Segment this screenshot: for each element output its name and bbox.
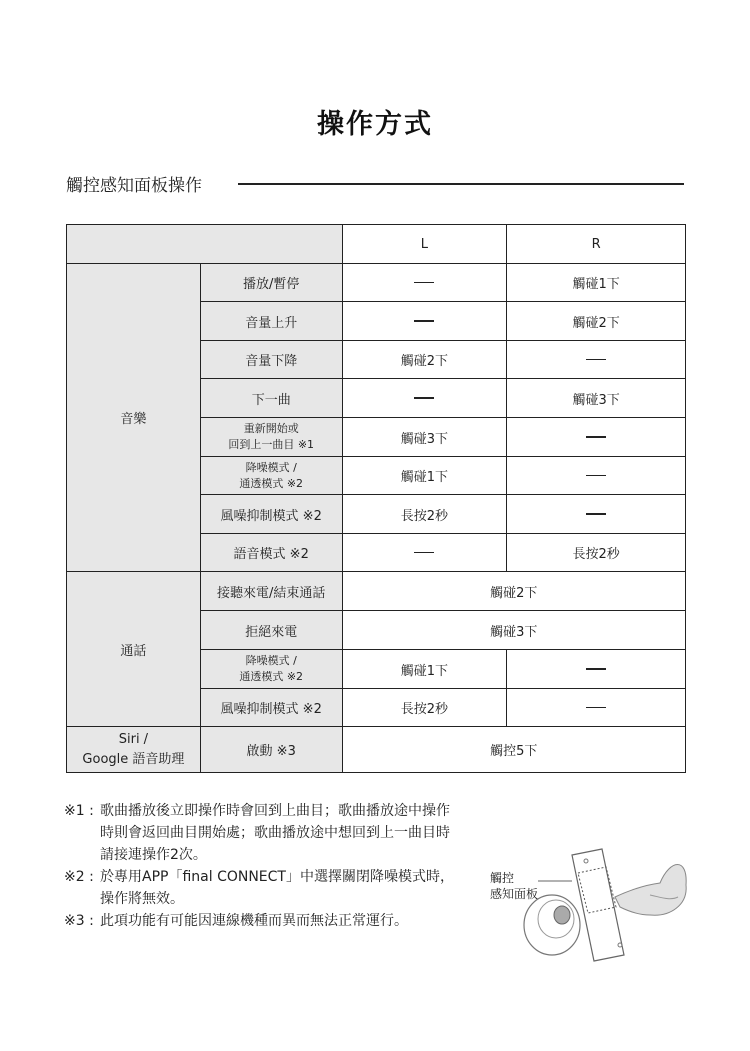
table-header-row (67, 225, 686, 264)
action-cell: 語音模式 ※2 (200, 534, 342, 572)
action-line-2: 通透模式 ※2 (239, 476, 304, 490)
value-cell-L (342, 534, 507, 572)
action-cell: 啟動 ※3 (200, 727, 342, 773)
value-cell-R (507, 418, 686, 457)
action-cell (200, 418, 342, 457)
value-cell-R (507, 650, 686, 689)
action-line-2: 回到上一曲目 ※1 (228, 438, 315, 451)
section-divider (238, 183, 684, 185)
value-cell-L: 觸碰3下 (342, 418, 507, 457)
footnote-line: 此項功能有可能因連線機種而異而無法正常運行。 (100, 913, 408, 929)
value-cell-L (342, 264, 507, 302)
value-cell-R (507, 495, 686, 534)
action-cell: 音量上升 (200, 302, 342, 341)
value-cell-L: 長按2秒 (342, 495, 507, 534)
dash-mark (414, 282, 434, 284)
value-cell-LR: 觸碰2下 (342, 572, 685, 611)
value-cell-L: 觸碰1下 (342, 650, 507, 689)
header-L: L (342, 225, 507, 264)
footnote-mark: ※3 : (64, 913, 94, 929)
group-siri-line-1: Siri / (118, 731, 149, 747)
action-cell: 接聽來電/結束通話 (200, 572, 342, 611)
action-cell (200, 457, 342, 495)
footnote-mark: ※2 : (64, 869, 94, 885)
dash-mark (586, 475, 606, 477)
section-title: 觸控感知面板操作 (66, 176, 202, 196)
footnote-line: 於專用APP「final CONNECT」中選擇關閉降噪模式時， (100, 869, 454, 885)
footnote-mark: ※1 : (64, 803, 94, 819)
dash-mark (586, 668, 606, 670)
header-R: R (507, 225, 686, 264)
value-cell-L (342, 379, 507, 418)
group-siri (67, 727, 201, 773)
action-line-2: 通透模式 ※2 (239, 670, 304, 683)
table-row (67, 572, 686, 611)
group-siri-line-2: Google 語音助理 (82, 751, 185, 767)
action-cell: 風噪抑制模式 ※2 (200, 495, 342, 534)
value-cell-R (507, 341, 686, 379)
footnote-line: 操作將無效。 (100, 891, 184, 907)
footnote-text (100, 800, 540, 866)
table-row (67, 727, 686, 773)
table-row (67, 264, 686, 302)
action-line-1: 降噪模式 / (245, 654, 297, 667)
footnote-line: 時則會返回曲目開始處；歌曲播放途中想回到上一曲目時 (100, 825, 450, 841)
dash-mark (414, 397, 434, 399)
action-cell: 音量下降 (200, 341, 342, 379)
touch-panel-label-line-2: 感知面板 (490, 887, 539, 901)
action-line-1: 重新開始或 (243, 422, 299, 435)
dash-mark (586, 359, 606, 361)
dash-mark (586, 513, 606, 515)
value-cell-LR: 觸碰3下 (342, 611, 685, 650)
value-cell-LR: 觸控5下 (342, 727, 685, 773)
header-blank-cell (67, 225, 343, 264)
dash-mark (414, 320, 434, 322)
page-title: 操作方式 (317, 109, 433, 140)
value-cell-R: 觸碰2下 (507, 302, 686, 341)
action-line-1: 降噪模式 / (245, 460, 297, 474)
action-cell: 風噪抑制模式 ※2 (200, 689, 342, 727)
footnote-text (100, 910, 540, 932)
value-cell-R: 長按2秒 (507, 534, 686, 572)
dash-mark (586, 707, 606, 709)
footnote-text (100, 866, 540, 910)
operation-table (66, 224, 686, 773)
footnote-line: 歌曲播放後立即操作時會回到上曲目；歌曲播放途中操作 (100, 803, 450, 819)
footnote-1 (64, 800, 540, 866)
earbud-touch-illustration-icon (520, 845, 690, 970)
action-cell (200, 650, 342, 689)
action-cell: 下一曲 (200, 379, 342, 418)
value-cell-R (507, 689, 686, 727)
footnotes (64, 800, 540, 932)
dash-mark (414, 552, 434, 554)
value-cell-L: 長按2秒 (342, 689, 507, 727)
footnote-3 (64, 910, 540, 932)
footnote-line: 請接連操作2次。 (100, 847, 207, 863)
value-cell-R: 觸碰3下 (507, 379, 686, 418)
action-cell: 播放/暫停 (200, 264, 342, 302)
dash-mark (586, 436, 606, 438)
value-cell-L (342, 302, 507, 341)
action-cell: 拒絕來電 (200, 611, 342, 650)
group-call: 通話 (67, 572, 201, 727)
value-cell-R: 觸碰1下 (507, 264, 686, 302)
value-cell-L: 觸碰2下 (342, 341, 507, 379)
group-music: 音樂 (67, 264, 201, 572)
value-cell-L: 觸碰1下 (342, 457, 507, 495)
footnote-2 (64, 866, 540, 910)
touch-panel-label-line-1: 觸控 (490, 871, 515, 885)
value-cell-R (507, 457, 686, 495)
